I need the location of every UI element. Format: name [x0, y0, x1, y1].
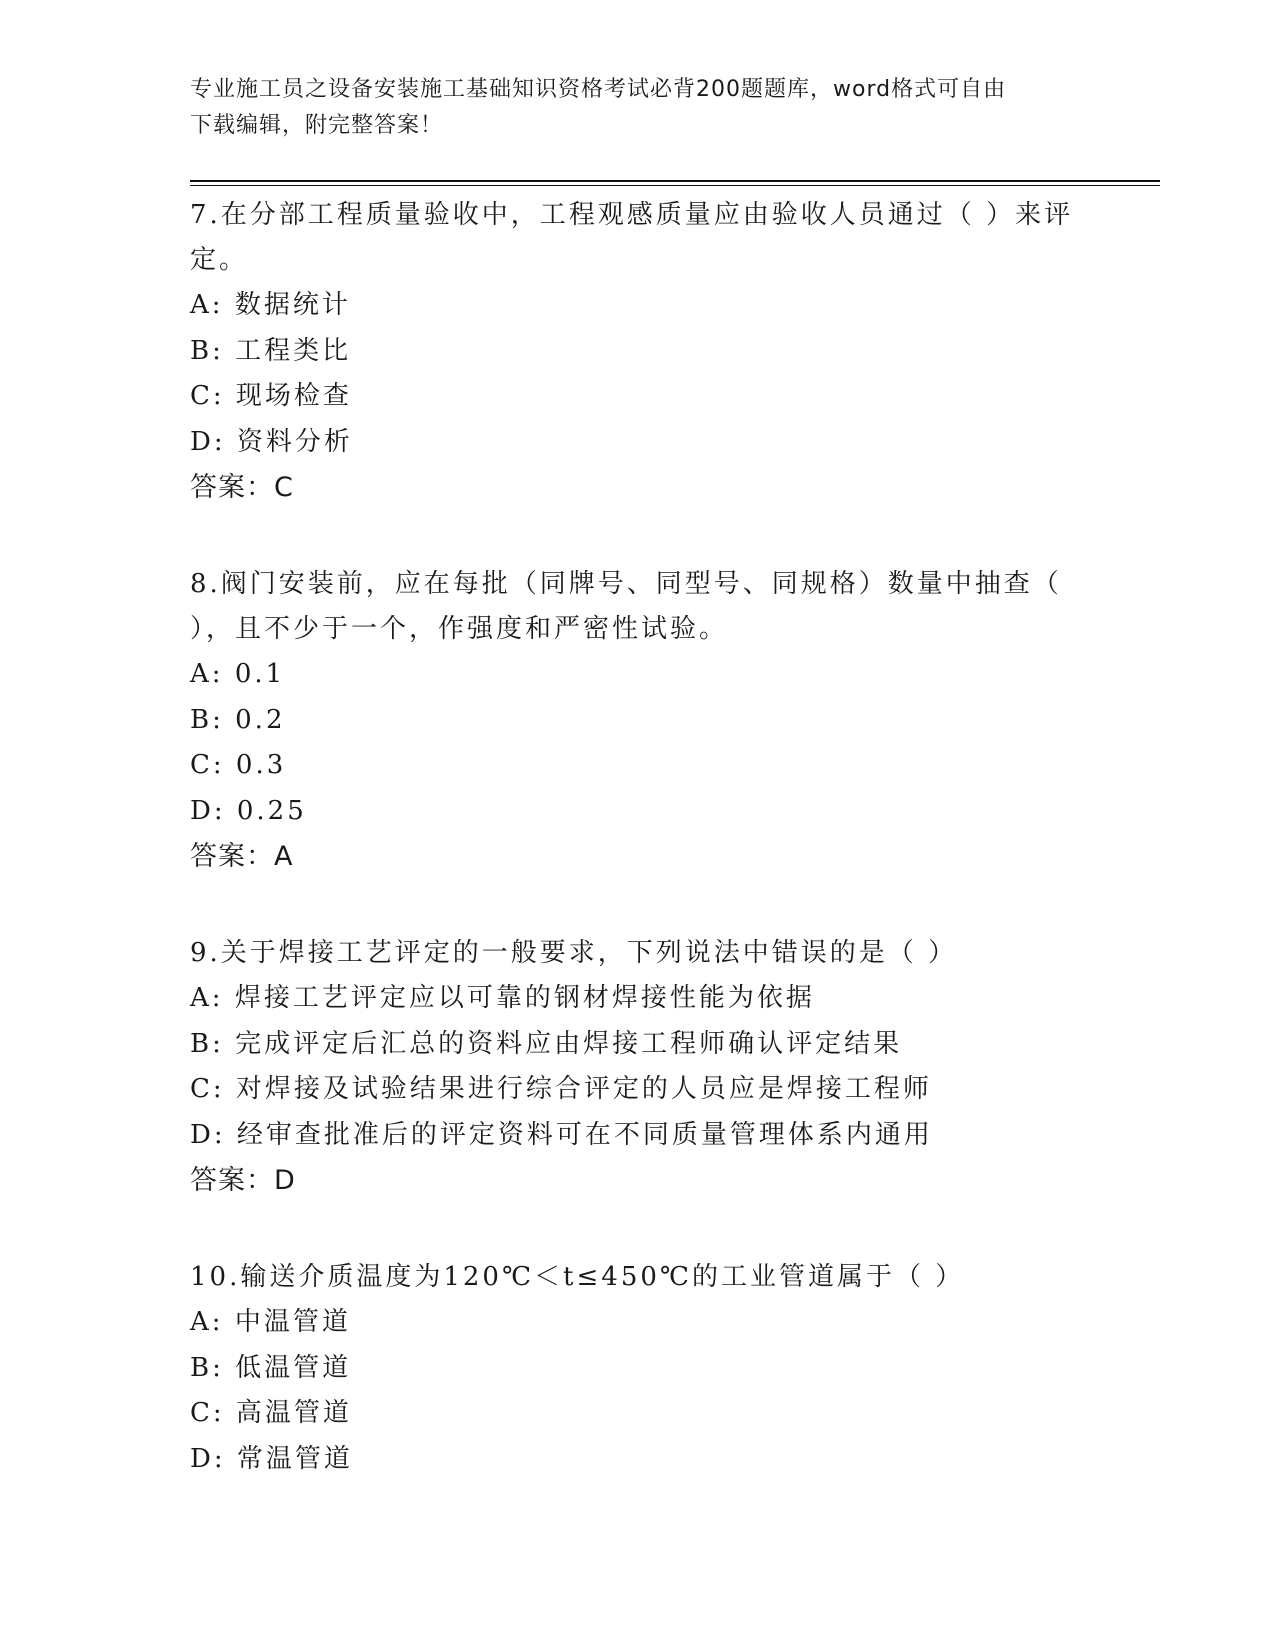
option-key: A:: [190, 659, 224, 689]
question-stem: [190, 193, 1090, 283]
question-7: [190, 193, 1090, 511]
option-c: [190, 374, 1090, 420]
option-text: 焊接工艺评定应以可靠的钢材焊接性能为依据: [234, 983, 815, 1013]
option-text: 0.1: [234, 659, 286, 689]
option-key: A:: [190, 1307, 224, 1337]
option-key: B:: [190, 335, 224, 366]
option-d: [190, 789, 1090, 835]
option-text: 0.25: [236, 795, 307, 826]
header-divider-thin: [190, 185, 1160, 186]
option-key: C:: [190, 381, 225, 411]
option-key: B:: [190, 1028, 224, 1059]
option-d: [190, 1437, 1090, 1483]
option-text: 中温管道: [234, 1307, 351, 1337]
option-a: [190, 652, 1090, 698]
option-text: 0.3: [235, 750, 287, 780]
header-line-2: 下载编辑，附完整答案！: [190, 113, 444, 138]
option-text: 经审查批准后的评定资料可在不同质量管理体系内通用: [236, 1119, 933, 1150]
header-line-1: 专业施工员之设备安装施工基础知识资格考试必背200题题库，word格式可自由: [190, 77, 1007, 102]
question-10: [190, 1255, 1090, 1482]
option-key: D:: [190, 795, 226, 826]
option-key: B:: [190, 704, 224, 735]
option-key: C:: [190, 1398, 225, 1428]
option-a: [190, 1300, 1090, 1346]
option-text: 高温管道: [235, 1398, 352, 1428]
option-b: [190, 329, 1090, 375]
option-a: [190, 976, 1090, 1022]
document-header: [190, 72, 1090, 144]
option-b: [190, 1022, 1090, 1068]
question-stem: [190, 562, 1090, 652]
question-stem-line: 定。: [190, 245, 249, 275]
option-b: [190, 1346, 1090, 1392]
option-c: [190, 1067, 1090, 1113]
answer-line: 答案：A: [190, 841, 294, 872]
option-key: D:: [190, 1443, 226, 1474]
option-key: A:: [190, 290, 224, 320]
question-list: [190, 193, 1090, 1533]
question-stem-line: 8.阀门安装前，应在每批（同牌号、同型号、同规格）数量中抽查（: [190, 569, 1062, 599]
option-text: 数据统计: [234, 290, 351, 320]
option-key: C:: [190, 1074, 225, 1104]
answer-line: 答案：C: [190, 472, 294, 503]
question-stem-line: 10.输送介质温度为120℃＜t≤450℃的工业管道属于（ ）: [190, 1262, 965, 1292]
option-c: [190, 743, 1090, 789]
question-stem: [190, 931, 1090, 976]
question-8: [190, 562, 1090, 880]
option-text: 现场检查: [235, 381, 352, 411]
question-9: [190, 931, 1090, 1204]
option-text: 完成评定后汇总的资料应由焊接工程师确认评定结果: [235, 1028, 903, 1059]
option-key: D:: [190, 426, 226, 457]
option-text: 工程类比: [235, 335, 352, 366]
option-d: [190, 420, 1090, 466]
option-text: 0.2: [235, 704, 286, 735]
question-stem-line: ），且不少于一个，作强度和严密性试验。: [190, 614, 729, 644]
question-stem-line: 9.关于焊接工艺评定的一般要求，下列说法中错误的是（ ）: [190, 938, 958, 968]
option-c: [190, 1391, 1090, 1437]
option-key: A:: [190, 983, 224, 1013]
answer-line: 答案：D: [190, 1165, 296, 1196]
option-text: 常温管道: [236, 1443, 353, 1474]
question-stem: [190, 1255, 1090, 1300]
option-text: 对焊接及试验结果进行综合评定的人员应是焊接工程师: [235, 1074, 932, 1104]
option-key: B:: [190, 1352, 224, 1383]
option-d: [190, 1113, 1090, 1159]
option-key: C:: [190, 750, 225, 780]
option-text: 低温管道: [235, 1352, 352, 1383]
option-b: [190, 698, 1090, 744]
header-divider-thick: [190, 180, 1160, 182]
question-stem-line: 7.在分部工程质量验收中，工程观感质量应由验收人员通过（ ）来评: [190, 200, 1074, 230]
option-key: D:: [190, 1119, 226, 1150]
option-text: 资料分析: [236, 426, 353, 457]
option-a: [190, 283, 1090, 329]
